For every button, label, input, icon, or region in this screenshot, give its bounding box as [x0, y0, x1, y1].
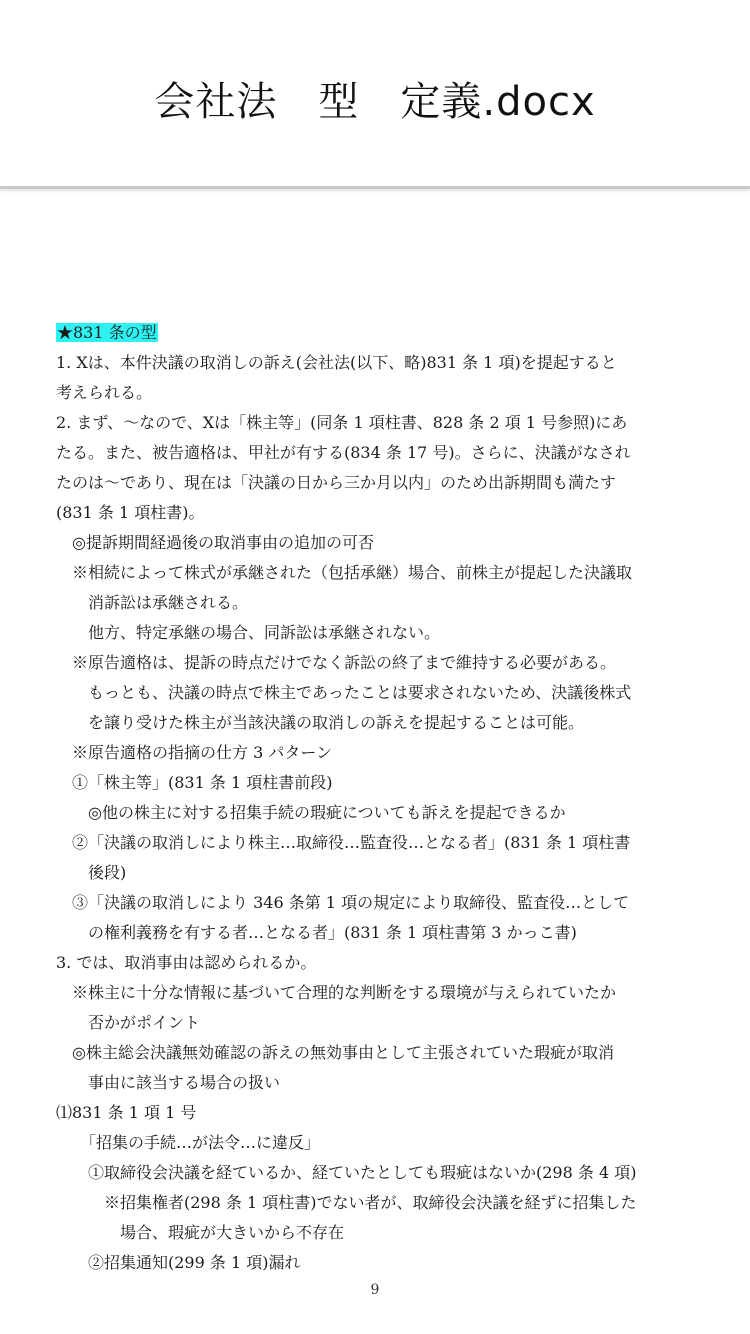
text-line: ※原告適格は、提訴の時点だけでなく訴訟の終了まで維持する必要がある。 — [72, 653, 617, 672]
text-line: ⑴831 条 1 項 1 号 — [56, 1103, 197, 1122]
document-body[interactable] — [56, 318, 696, 1278]
text-line: ※株主に十分な情報に基づいて合理的な判断をする環境が与えられていたか — [72, 983, 617, 1002]
text-line: (831 条 1 項柱書)。 — [56, 503, 205, 522]
text-line: たる。また、被告適格は、甲社が有する(834 条 17 号)。さらに、決議がなされ — [56, 443, 631, 462]
text-line: ※招集権者(298 条 1 項柱書)でない者が、取締役会決議を経ずに招集した — [104, 1193, 637, 1212]
text-line: ③「決議の取消しにより 346 条第 1 項の規定により取締役、監査役…として — [72, 893, 630, 912]
text-line: を譲り受けた株主が当該決議の取消しの訴えを提起することは可能。 — [88, 713, 585, 732]
text-line: 他方、特定承継の場合、同訴訟は承継されない。 — [88, 623, 441, 642]
highlighted-heading: ★831 条の型 — [57, 323, 157, 342]
text-line: の権利義務を有する者…となる者」(831 条 1 項柱書第 3 かっこ書) — [88, 923, 577, 942]
text-line: ※原告適格の指摘の仕方 3 パターン — [72, 743, 333, 762]
document-title: 会社法 型 定義.docx — [154, 79, 596, 125]
text-line: 事由に該当する場合の扱い — [88, 1073, 281, 1092]
text-line: ②「決議の取消しにより株主…取締役…監査役…となる者」(831 条 1 項柱書 — [72, 833, 631, 852]
text-line: ◎株主総会決議無効確認の訴えの無効事由として主張されていた瑕疵が取消 — [72, 1043, 614, 1062]
text-line: ①取締役会決議を経ているか、経ていたとしても瑕疵はないか(298 条 4 項) — [88, 1163, 637, 1182]
text-line: 否かがポイント — [88, 1013, 201, 1032]
text-line: 1. Xは、本件決議の取消しの訴え(会社法(以下、略)831 条 1 項)を提起すると — [56, 353, 617, 372]
text-line: 考えられる。 — [56, 383, 153, 402]
text-line: もっとも、決議の時点で株主であったことは要求されないため、決議後株式 — [88, 683, 632, 702]
text-line: ※相続によって株式が承継された（包括承継）場合、前株主が提起した決議取 — [72, 563, 633, 582]
text-line: 2. まず、〜なので、Xは「株主等」(同条 1 項柱書、828 条 2 項 1 号参照)にあ — [56, 413, 628, 432]
text-line: たのは〜であり、現在は「決議の日から三か月以内」のため出訴期間も満たす — [56, 473, 617, 492]
text-line: ◎提訴期間経過後の取消事由の追加の可否 — [72, 533, 374, 552]
text-line: 場合、瑕疵が大きいから不存在 — [120, 1223, 345, 1242]
text-line: ②招集通知(299 条 1 項)漏れ — [88, 1253, 301, 1272]
document-viewer-header — [0, 0, 750, 189]
text-line: ◎他の株主に対する招集手続の瑕疵についても訴えを提起できるか — [88, 803, 566, 822]
section-heading — [56, 318, 696, 348]
text-line: 後段) — [88, 863, 127, 882]
text-line: 「招集の手続…が法令…に違反」 — [80, 1133, 321, 1152]
text-line: 消訴訟は承継される。 — [88, 593, 249, 612]
text-line: ①「株主等」(831 条 1 項柱書前段) — [72, 773, 333, 792]
page-number: 9 — [370, 1282, 380, 1298]
text-line: 3. では、取消事由は認められるか。 — [56, 953, 317, 972]
